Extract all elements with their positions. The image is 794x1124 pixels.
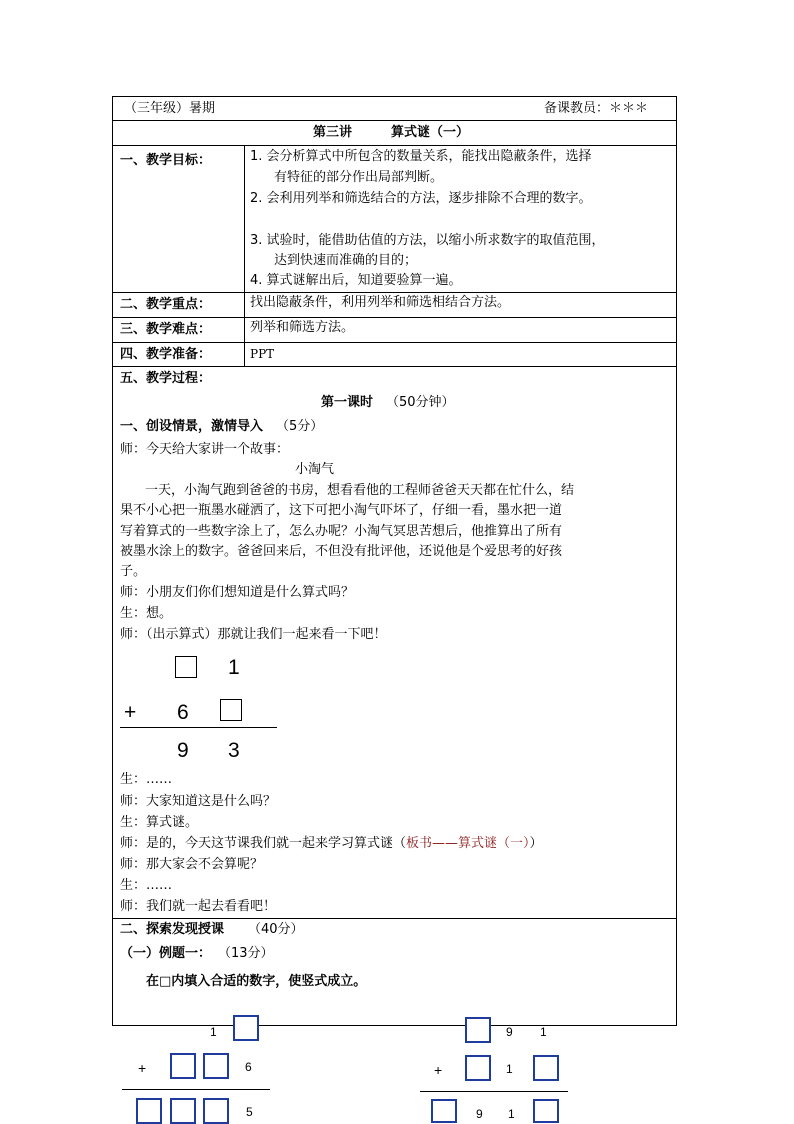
section-heading: 二、探索发现授课 — [120, 922, 225, 937]
dialog-text: ） — [529, 836, 543, 851]
puzzle-digit: 6 — [177, 701, 189, 724]
example-digit: 6 — [245, 1060, 252, 1074]
puzzle-digit: 1 — [228, 656, 240, 679]
lecture-topic: 算式谜（一） — [391, 125, 470, 140]
goal-line: 3. 试验时，能借助估值的方法，以缩小所求数字的取值范围， — [250, 233, 605, 248]
example-digit: 1 — [506, 1062, 513, 1076]
blank-box — [233, 1015, 259, 1041]
prep-value: PPT — [250, 347, 275, 361]
instruction: 在□内填入合适的数字，使竖式成立。 — [146, 974, 367, 989]
teacher: 备课教员：＊＊＊ — [544, 101, 649, 116]
example-digit: 5 — [246, 1105, 253, 1119]
divider — [112, 120, 677, 121]
story-title: 小淘气 — [295, 462, 335, 477]
plus-sign: + — [138, 1060, 147, 1076]
story-line: 被墨水涂上的数字。爸爸回来后，不但没有批评他，还说他是个爱思考的好孩 — [120, 544, 563, 559]
dialog-line: 师：我们就一起去看看吧！ — [120, 899, 277, 914]
dialog-line: 生：…… — [120, 772, 173, 787]
blank-box — [203, 1098, 229, 1124]
divider — [112, 918, 677, 919]
story-line: 一天，小淘气跑到爸爸的书房，想看看他的工程师爸爸天天都在忙什么，结 — [145, 483, 575, 498]
section-time: （5分） — [276, 419, 324, 434]
plus-sign: + — [434, 1062, 443, 1078]
section-time: （40分） — [248, 922, 304, 937]
dialog-text: 师：是的，今天这节课我们就一起来学习算式谜（ — [120, 836, 407, 851]
plus-sign: + — [124, 701, 137, 724]
section-heading: 一、创设情景，激情导入 — [120, 419, 264, 434]
board-note: 板书——算式谜（一） — [406, 836, 530, 851]
divider — [112, 292, 677, 293]
example-heading: （一）例题一： — [120, 946, 212, 961]
blank-box — [533, 1099, 559, 1123]
sum-line — [120, 727, 277, 728]
divider — [112, 317, 677, 318]
dialog-line: 师：那大家会不会算呢？ — [120, 857, 264, 872]
column-divider — [244, 145, 245, 366]
example-digit: 1 — [210, 1025, 217, 1039]
goal-line: 1. 会分析算式中所包含的数量关系，能找出隐蔽条件，选择 — [250, 149, 592, 164]
dialog-line: 师：小朋友们你们想知道是什么算式吗？ — [120, 585, 355, 600]
dialog-line: 师：大家知道这是什么吗？ — [120, 794, 277, 809]
blank-box — [175, 656, 197, 678]
example-time: （13分） — [218, 946, 274, 961]
dialog-line: 师：（出示算式）那就让我们一起来看一下吧！ — [120, 627, 387, 642]
example-digit: 9 — [506, 1025, 513, 1039]
goals-label: 一、教学目标： — [120, 153, 212, 168]
dialog-line — [120, 835, 543, 853]
sum-line — [122, 1089, 270, 1090]
blank-box — [136, 1098, 162, 1124]
goal-line: 4. 算式谜解出后，知道要验算一遍。 — [250, 273, 462, 288]
lesson-title: 第一课时 — [321, 395, 374, 410]
blank-box — [170, 1053, 196, 1079]
difficulty-value: 列举和筛选方法。 — [250, 320, 355, 335]
goal-line: 2. 会利用列举和筛选结合的方法，逐步排除不合理的数字。 — [250, 191, 592, 206]
lecture-number: 第三讲 — [313, 125, 353, 140]
blank-box — [533, 1055, 559, 1081]
divider — [112, 366, 677, 367]
example-digit: 9 — [476, 1107, 483, 1121]
blank-box — [203, 1053, 229, 1079]
story-line: 果不小心把一瓶墨水碰洒了，这下可把小淘气吓坏了，仔细一看，墨水把一道 — [120, 503, 563, 518]
dialog-line: 生：算式谜。 — [120, 815, 199, 830]
grade-term: （三年级）暑期 — [124, 101, 216, 116]
story-line: 子。 — [120, 564, 147, 579]
lesson-time: （50分钟） — [386, 395, 455, 410]
divider — [112, 342, 677, 343]
difficulty-label: 三、教学难点： — [120, 322, 212, 337]
puzzle-digit: 3 — [228, 739, 240, 762]
blank-box — [220, 699, 242, 721]
dialog-line: 生：想。 — [120, 606, 173, 621]
process-label: 五、教学过程： — [120, 371, 212, 386]
key-label: 二、教学重点： — [120, 297, 212, 312]
story-line: 师：今天给大家讲一个故事： — [120, 442, 290, 457]
goal-line: 有特征的部分作出局部判断。 — [274, 170, 444, 185]
blank-box — [465, 1017, 491, 1043]
example-digit: 1 — [508, 1107, 515, 1121]
prep-label: 四、教学准备： — [120, 347, 212, 362]
goal-line: 达到快速而准确的目的； — [274, 253, 418, 268]
blank-box — [170, 1098, 196, 1124]
example-digit: 1 — [540, 1025, 547, 1039]
blank-box — [465, 1055, 491, 1081]
blank-box — [431, 1099, 457, 1123]
key-value: 找出隐蔽条件，利用列举和筛选相结合方法。 — [250, 295, 511, 310]
divider — [112, 145, 677, 146]
puzzle-digit: 9 — [177, 739, 189, 762]
dialog-line: 生：…… — [120, 878, 173, 893]
story-line: 写着算式的一些数字涂上了，怎么办呢？小淘气冥思苦想后，他推算出了所有 — [120, 524, 563, 539]
sum-line — [420, 1091, 568, 1092]
